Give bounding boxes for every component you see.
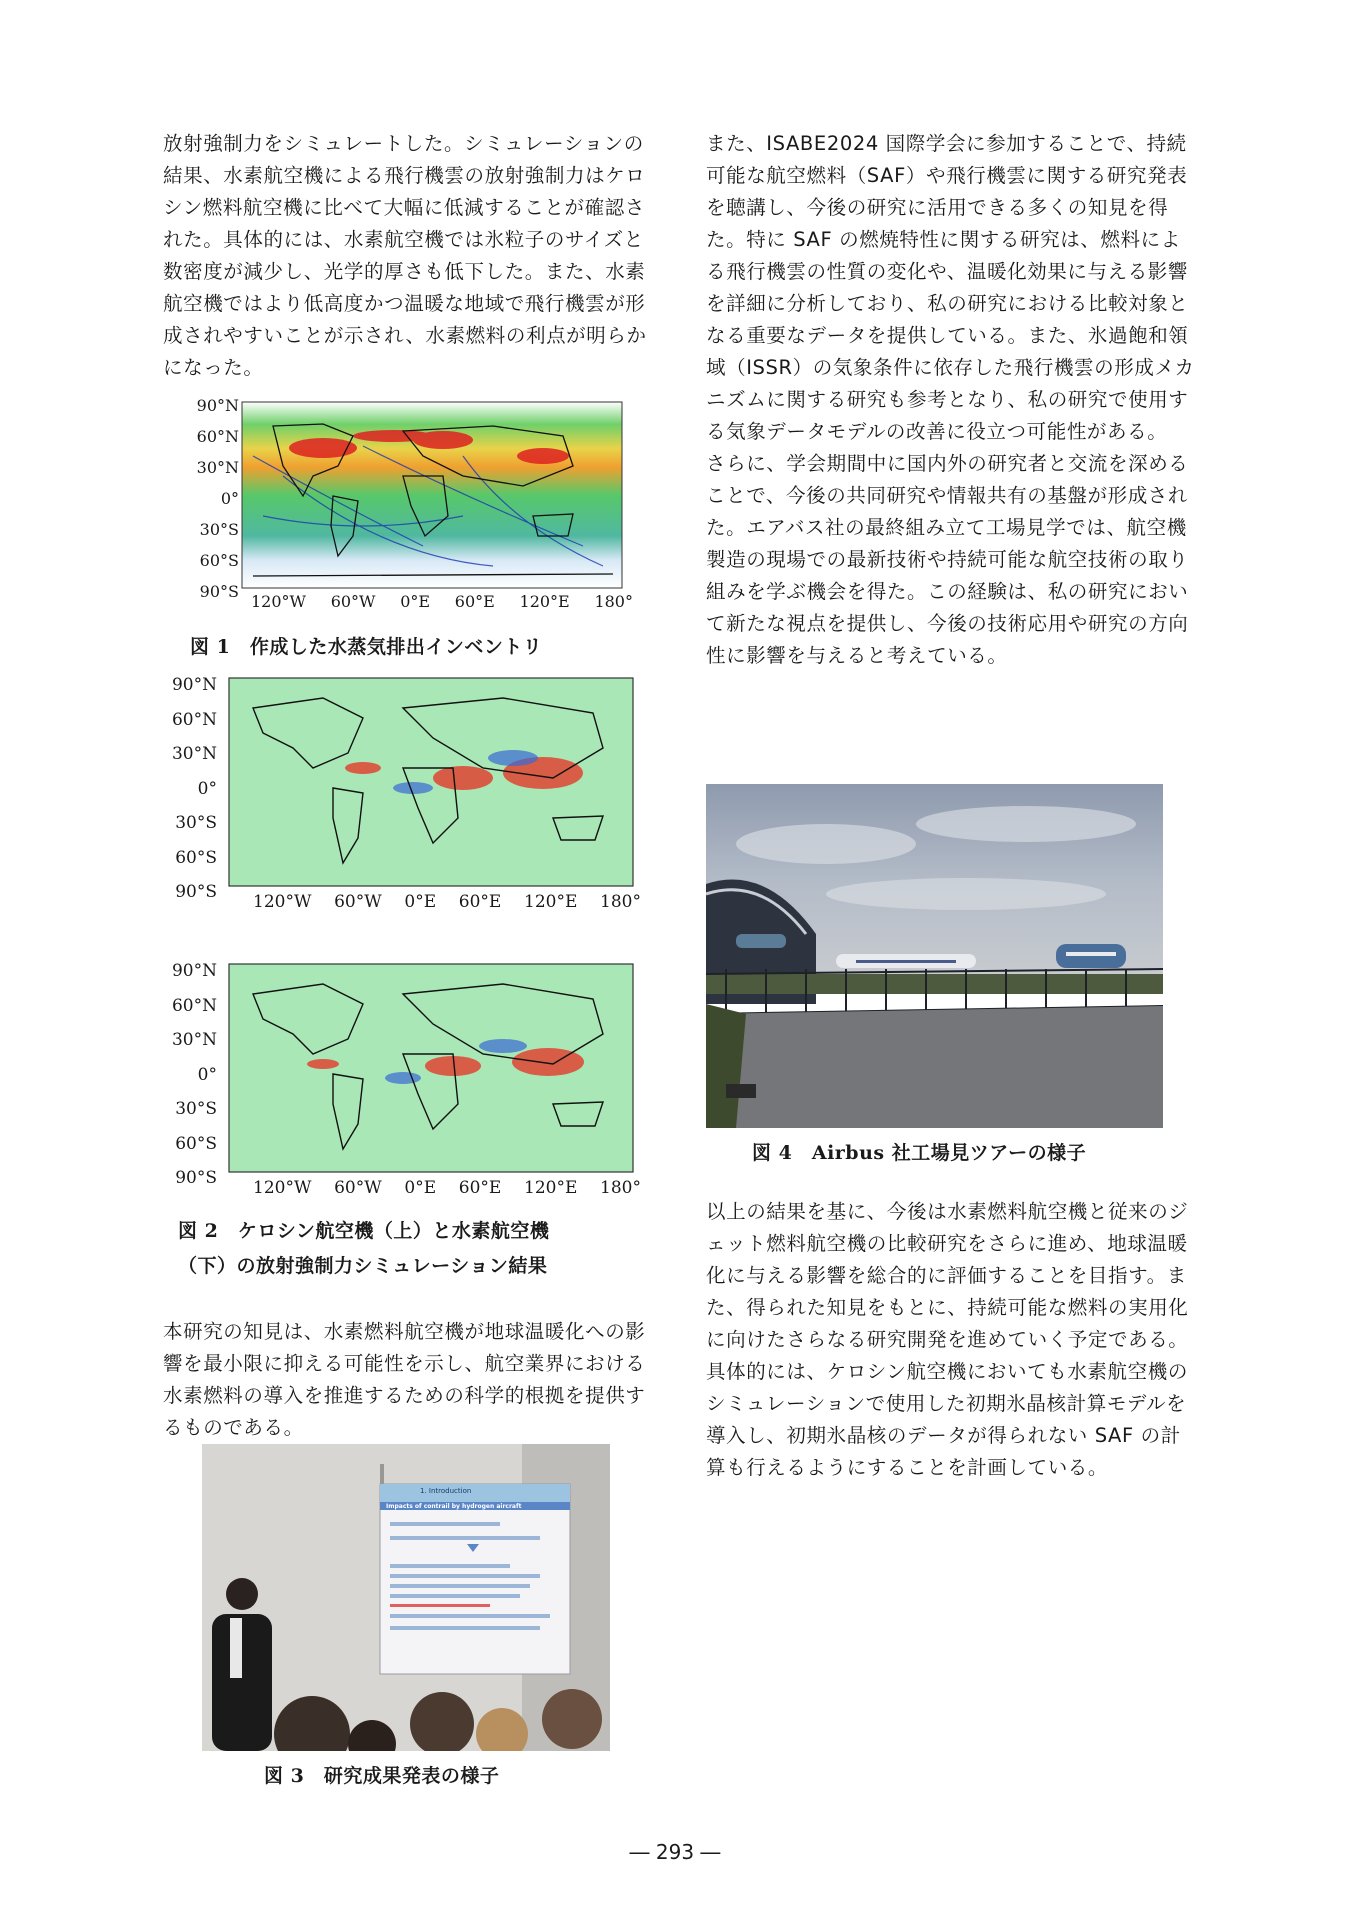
figure2-top-ylabels: 90°N 60°N 30°N 0° 30°S 60°S 90°S [171,675,217,902]
figure2-bottom-xlabels: 120°W 60°W 0°E 60°E 120°E 180° [253,1178,641,1198]
figure1-xlabels: 120°W 60°W 0°E 60°E 120°E 180° [251,592,633,611]
figure1-map [163,396,633,611]
figure2-top-svg [163,668,643,920]
figure2-map-kerosene [163,668,643,920]
figure4-caption: 図 4 Airbus 社工場見ツアーの様子 [752,1142,1087,1164]
page-number: ― 293 ― [629,1840,721,1864]
slide-title: Impacts of contrail by hydrogen aircraft [386,1503,522,1510]
audience-heads [274,1689,602,1751]
figure2-map-hydrogen [163,954,643,1206]
figure2-caption-line1: 図 2 ケロシン航空機（上）と水素航空機 [178,1220,550,1242]
figure2-bottom-svg [163,954,643,1206]
asphalt [706,1006,1163,1128]
figure1-ylabels: 90°N 60°N 30°N 0° 30°S 60°S 90°S [196,396,239,601]
figure4-svg [706,784,1163,1128]
figure2-top-xlabels: 120°W 60°W 0°E 60°E 120°E 180° [253,892,641,912]
slide-header: 1. Introduction [420,1487,472,1495]
figure1-caption: 図 1 作成した水蒸気排出インベントリ [190,636,543,658]
figure2-bottom-ylabels: 90°N 60°N 30°N 0° 30°S 60°S 90°S [171,961,217,1188]
left-paragraph-1: 放射強制力をシミュレートした。シミュレーションの結果、水素航空機による飛行機雲の放射強制力はケロシン燃料航空機に比べて大幅に低減することが確認された。具体的には、水素航空機では氷粒子のサイズと数密度が減少し、光学的厚さも低下した。また、水素航空機ではより低高度かつ温暖な地域で飛行機雲が形成されやすいことが示され、水素燃料の利点が明らかになった。 [163,132,647,379]
figure3-svg [202,1444,610,1751]
left-paragraph-2: 本研究の知見は、水素燃料航空機が地球温暖化への影響を最小限に抑える可能性を示し、航空業界における水素燃料の導入を推進するための科学的根拠を提供するものである。 [163,1320,646,1439]
figure2-caption-line2: （下）の放射強制力シミュレーション結果 [178,1255,548,1277]
right-paragraph-3: 以上の結果を基に、今後は水素燃料航空機と従来のジェット燃料航空機の比較研究をさらに進め、地球温暖化に与える影響を総合的に評価することを目指す。また、得られた知見をもとに、持続可能な燃料の実用化に向けたさらなる研究開発を進めていく予定である。具体的には、ケロシン航空機においても水素航空機のシミュレーションで使用した初期氷晶核計算モデルを導入し、初期氷晶核のデータが得られない SAF の計算も行えるようにすることを計画している。 [706,1200,1189,1479]
trees [706,974,1163,994]
figure3-caption: 図 3 研究成果発表の様子 [264,1765,500,1787]
slide-highlight [390,1604,490,1607]
presentation-slide [380,1484,570,1674]
right-paragraphs: また、ISABE2024 国際学会に参加することで、持続可能な航空燃料（SAF）や飛行機雲に関する研究発表を聴講し、今後の研究に活用できる多くの知見を得た。特に SAF の燃焼特性に関する研究は、燃料による飛行機雲の性質の変化や、温暖化効果に与える影響を詳細に分析しており、私の研究における比較対象となる重要なデータを提供している。また、氷過飽和領域（ISSR）の気象条件に依存した飛行機雲の形成メカニズムに関する研究も参考となり、私の研究で使用する気象データモデルの改善に役立つ可能性がある。 さらに、学会期間中に国内外の研究者と交流を深めることで、今後の共同研究や情報共有の基盤が形成された。エアバス社の最終組み立て工場見学では、航空機製造の現場での最新技術や持続可能な航空技術の取り組みを学ぶ機会を得た。この経験は、私の研究において新たな視点を提供し、今後の技術応用や研究の方向性に影響を与えると考えている。 [706,132,1195,667]
figure4-photo [706,784,1163,1128]
figure3-photo [202,1444,610,1751]
